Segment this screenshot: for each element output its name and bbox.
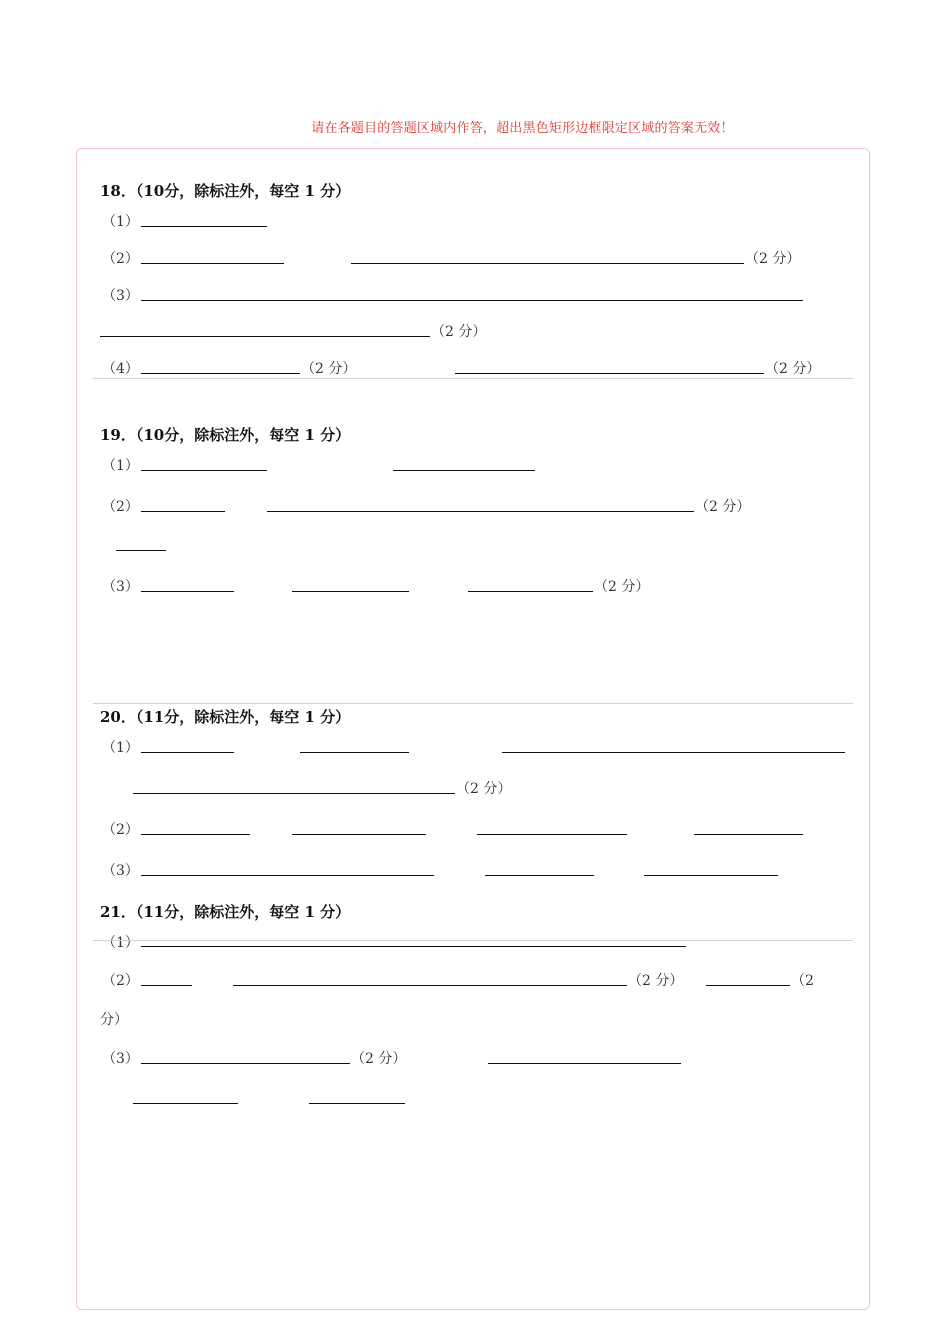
q20-1-blank-1[interactable]: [141, 752, 234, 753]
q20-3-blank-1[interactable]: [141, 875, 434, 876]
q19-part1-label: （1）: [102, 458, 139, 474]
q19-2-blank-3[interactable]: [116, 550, 166, 551]
q18-3-blank-1[interactable]: [141, 300, 803, 301]
q20-3-blank-2[interactable]: [485, 875, 594, 876]
q18-4-score-a: （2 分）: [301, 361, 357, 377]
q19-2-blank-1[interactable]: [141, 511, 225, 512]
q20-1-blank-2[interactable]: [300, 752, 409, 753]
q18-3-score: （2 分）: [431, 324, 487, 340]
q18-2-score: （2 分）: [745, 251, 801, 267]
q19-3-blank-3[interactable]: [468, 591, 593, 592]
q20-part2-label: （2）: [102, 822, 139, 838]
q18-2-blank-2[interactable]: [351, 263, 744, 264]
section-divider: [93, 378, 853, 379]
q18-title: 18．（10分，除标注外，每空 1 分）: [100, 182, 351, 200]
q21-part1-label: （1）: [102, 935, 139, 951]
q20-2-blank-1[interactable]: [141, 834, 250, 835]
q21-3-blank-3[interactable]: [133, 1103, 238, 1104]
q19-3-score: （2 分）: [594, 579, 650, 595]
q21-1-blank-1[interactable]: [141, 946, 686, 947]
q18-4-score-b: （2 分）: [765, 361, 821, 377]
q19-3-blank-1[interactable]: [141, 591, 234, 592]
q21-2-score-b-cont: 分）: [100, 1012, 128, 1028]
q21-3-blank-4[interactable]: [309, 1103, 405, 1104]
q19-part3-label: （3）: [102, 579, 139, 595]
section-divider: [93, 703, 853, 704]
q20-1-score: （2 分）: [456, 781, 512, 797]
q20-2-blank-4[interactable]: [694, 834, 803, 835]
q21-3-blank-1[interactable]: [141, 1063, 350, 1064]
q21-2-blank-1[interactable]: [141, 985, 192, 986]
q20-2-blank-3[interactable]: [477, 834, 627, 835]
q19-1-blank-2[interactable]: [393, 470, 535, 471]
q21-part2-label: （2）: [102, 973, 139, 989]
q19-title: 19．（10分，除标注外，每空 1 分）: [100, 426, 351, 444]
section-divider: [93, 940, 853, 941]
q18-part1-label: （1）: [102, 214, 139, 230]
q18-4-blank-1[interactable]: [141, 373, 300, 374]
q20-title: 20．（11分，除标注外，每空 1 分）: [100, 708, 351, 726]
q18-3-blank-2[interactable]: [100, 336, 430, 337]
q20-2-blank-2[interactable]: [292, 834, 426, 835]
q21-3-score: （2 分）: [351, 1051, 407, 1067]
q18-part2-label: （2）: [102, 251, 139, 267]
q21-2-score-b: （2: [791, 973, 814, 989]
q18-2-blank-1[interactable]: [141, 263, 284, 264]
q19-2-score: （2 分）: [695, 499, 751, 515]
q19-2-blank-2[interactable]: [267, 511, 694, 512]
q18-part4-label: （4）: [102, 361, 139, 377]
q19-1-blank-1[interactable]: [141, 470, 267, 471]
q19-part2-label: （2）: [102, 499, 139, 515]
q20-part3-label: （3）: [102, 863, 139, 879]
q21-2-blank-3[interactable]: [706, 985, 790, 986]
q21-2-score-a: （2 分）: [628, 973, 684, 989]
q20-1-blank-4[interactable]: [133, 793, 455, 794]
q19-3-blank-2[interactable]: [292, 591, 409, 592]
q20-1-blank-3[interactable]: [502, 752, 845, 753]
q21-3-blank-2[interactable]: [488, 1063, 681, 1064]
q20-part1-label: （1）: [102, 740, 139, 756]
q21-title: 21．（11分，除标注外，每空 1 分）: [100, 903, 351, 921]
q18-part3-label: （3）: [102, 288, 139, 304]
q20-3-blank-3[interactable]: [644, 875, 778, 876]
q18-4-blank-2[interactable]: [455, 373, 764, 374]
q21-part3-label: （3）: [102, 1051, 139, 1067]
q21-2-blank-2[interactable]: [233, 985, 627, 986]
q18-1-blank-1[interactable]: [141, 226, 267, 227]
answer-area-warning: 请在各题目的答题区域内作答，超出黑色矩形边框限定区域的答案无效！: [311, 121, 734, 136]
